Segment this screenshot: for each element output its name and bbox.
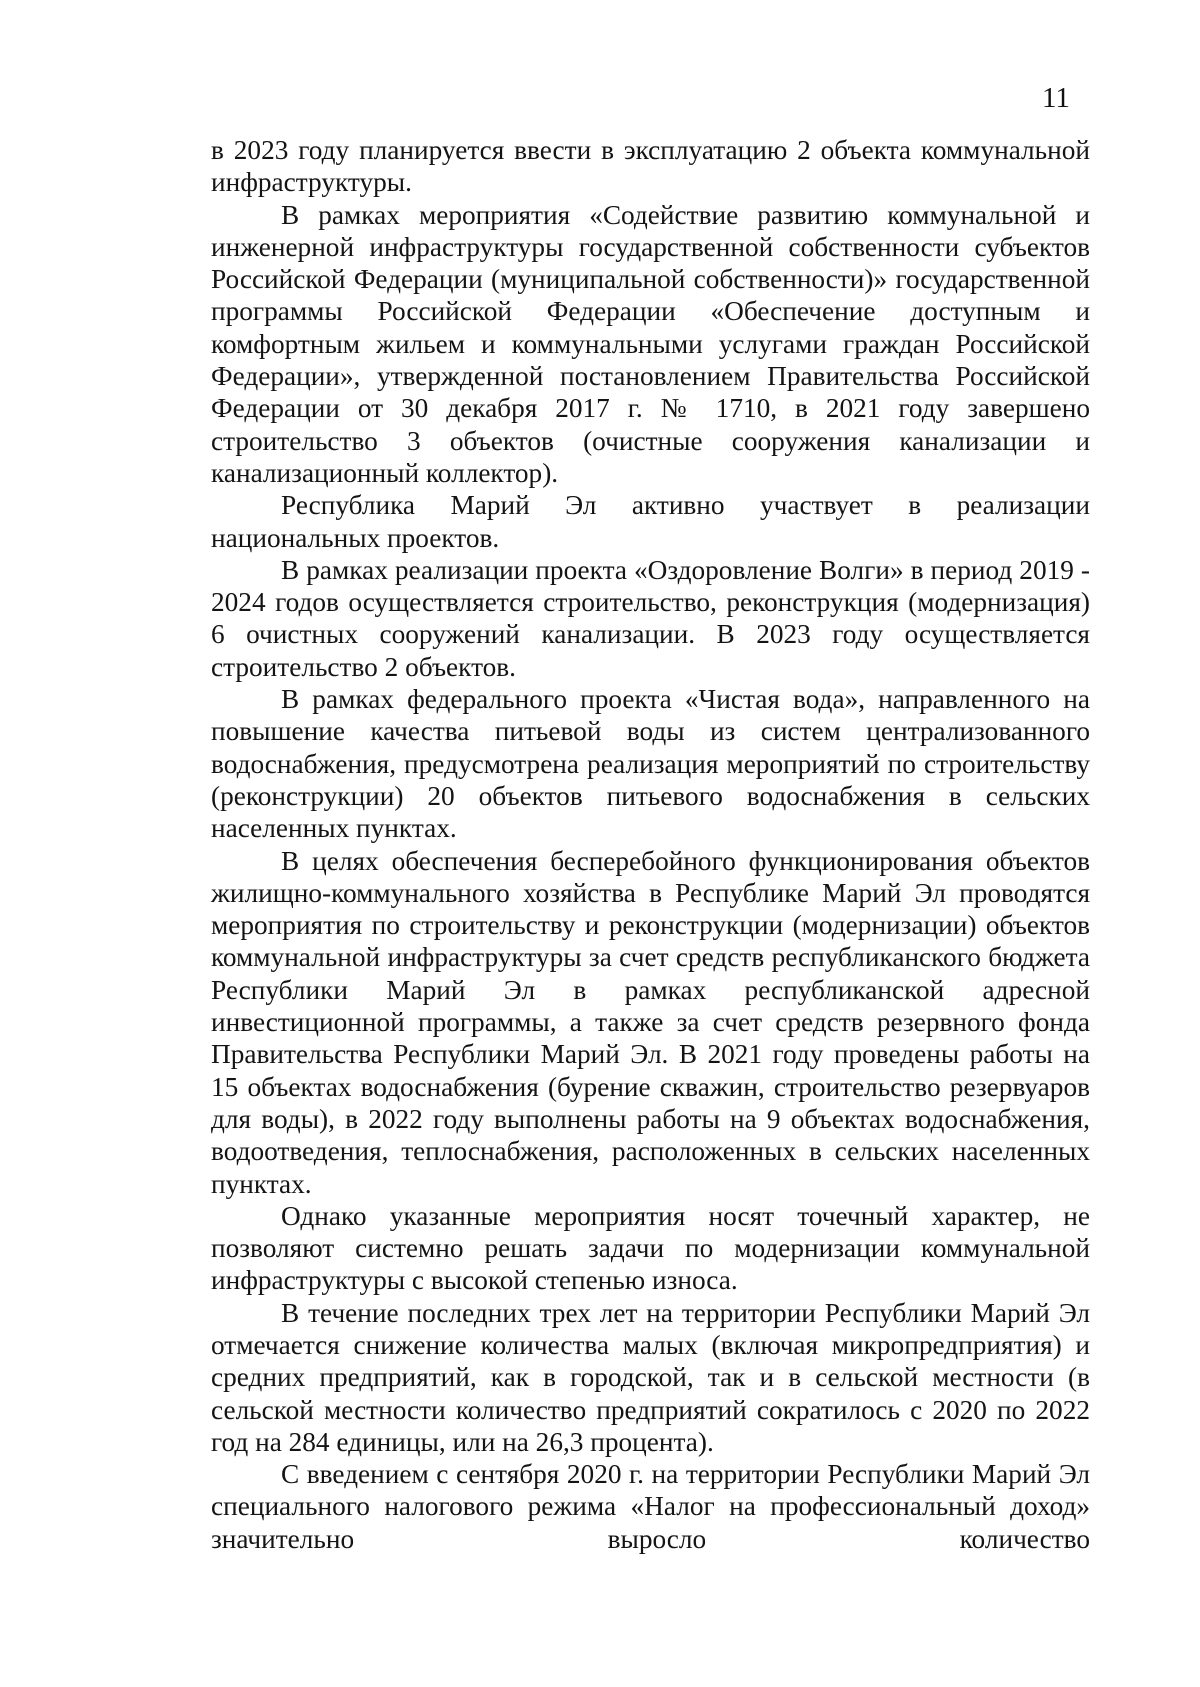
paragraph-9: С введением с сентября 2020 г. на территории Республики Марий Эл специального налогового режима «Налог на профессиональный доход» значительно выросло количество <box>211 1459 1090 1554</box>
paragraph-3: Республика Марий Эл активно участвует в реализации национальных проектов. <box>211 490 1090 553</box>
paragraph-2: В рамках мероприятия «Содействие развитию коммунальной и инженерной инфраструктуры государственной собственности субъектов Российской Федерации (муниципальной собственности)» государственной программы Российской Федерации «Обеспечение доступным и комфортным жильем и коммунальными услугами граждан Российской Федерации», утвержденной постановлением Правительства Российской Федерации от 30 декабря 2017 г. № 1710, в 2021 году завершено строительство 3 объектов (очистные сооружения канализации и канализационный коллектор). <box>211 199 1090 488</box>
paragraph-4: В рамках реализации проекта «Оздоровление Волги» в период 2019 - 2024 годов осуществляется строительство, реконструкция (модернизация) 6 очистных сооружений канализации. В 2023 году осуществляется строительство 2 объектов. <box>211 554 1090 682</box>
document-body <box>211 134 1090 1555</box>
paragraph-1: в 2023 году планируется ввести в эксплуатацию 2 объекта коммунальной инфраструктуры. <box>211 135 1090 198</box>
paragraph-6: В целях обеспечения бесперебойного функционирования объектов жилищно-коммунального хозяйства в Республике Марий Эл проводятся мероприятия по строительству и реконструкции (модернизации) объектов коммунальной инфраструктуры за счет средств республиканского бюджета Республики Марий Эл в рамках республиканской адресной инвестиционной программы, а также за счет средств резервного фонда Правительства Республики Марий Эл. В 2021 году проведены работы на 15 объектах водоснабжения (бурение скважин, строительство резервуаров для воды), в 2022 году выполнены работы на 9 объектах водоснабжения, водоотведения, теплоснабжения, расположенных в сельских населенных пунктах. <box>211 845 1090 1199</box>
paragraph-5: В рамках федерального проекта «Чистая вода», направленного на повышение качества питьевой воды из систем централизованного водоснабжения, предусмотрена реализация мероприятий по строительству (реконструкции) 20 объектов питьевого водоснабжения в сельских населенных пунктах. <box>211 684 1090 844</box>
paragraph-7: Однако указанные мероприятия носят точечный характер, не позволяют системно решать задачи по модернизации коммунальной инфраструктуры с высокой степенью износа. <box>211 1200 1090 1296</box>
page-number: 11 <box>1042 82 1070 114</box>
paragraph-8: В течение последних трех лет на территории Республики Марий Эл отмечается снижение количества малых (включая микропредприятия) и средних предприятий, как в городской, так и в сельской местности (в сельской местности количество предприятий сократилось с 2020 по 2022 год на 284 единицы, или на 26,3 процента). <box>211 1297 1090 1457</box>
